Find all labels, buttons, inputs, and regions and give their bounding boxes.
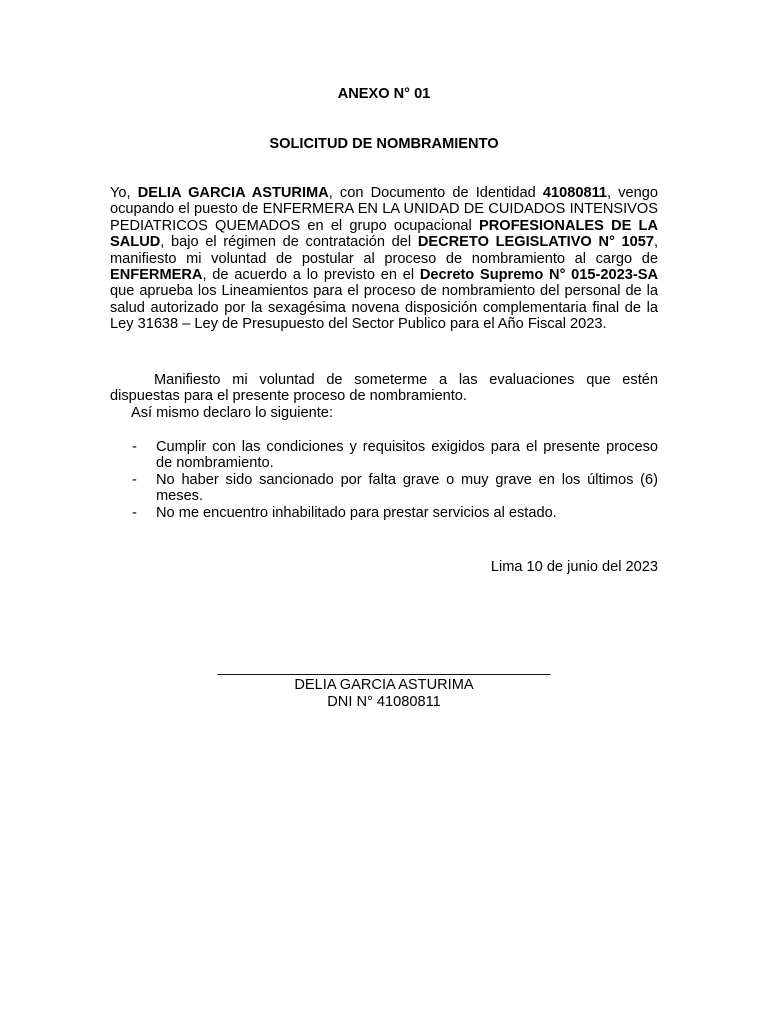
list-item	[110, 505, 658, 521]
dash-bullet: -	[132, 504, 137, 521]
position-title: ENFERMERA	[110, 267, 203, 284]
document-title: SOLICITUD DE NOMBRAMIENTO	[269, 136, 499, 152]
text-run: , de acuerdo a lo previsto en el	[202, 267, 420, 284]
dash-bullet: -	[132, 439, 137, 455]
legislative-decree: DECRETO LEGISLATIVO N° 1057	[417, 234, 654, 251]
text-run: , con Documento de Identidad	[328, 185, 543, 201]
text-run: , manifiesto mi voluntad de postular al proceso de nombramiento al cargo de	[110, 234, 658, 267]
text-run: Yo,	[110, 185, 138, 201]
text-run: que aprueba los Lineamientos para el proceso de nombramiento del personal de la salud autorizado por la sexagésima novena disposición complementaria final de la Ley 31638 – Ley de Presupuesto del Sector Publico para el Año Fiscal 2023.	[110, 283, 658, 333]
id-number: 41080811	[542, 185, 608, 201]
willingness-paragraph: Manifiesto mi voluntad de someterme a las evaluaciones que estén dispuestas para el presente proceso de nombramiento.	[110, 372, 658, 405]
annex-number: ANEXO N° 01	[337, 86, 431, 102]
place-date: Lima 10 de junio del 2023	[490, 559, 658, 575]
declaration-list	[110, 439, 658, 521]
signer-name: DELIA GARCIA ASTURIMA	[294, 677, 474, 693]
dash-bullet: -	[132, 471, 137, 488]
list-item-text: No me encuentro inhabilitado para prestar servicios al estado.	[156, 504, 557, 521]
signature-line: _________________________________________	[217, 660, 551, 676]
declaration-intro: Así mismo declaro lo siguiente:	[131, 405, 333, 421]
text-run: , vengo ocupando el puesto de ENFERMERA EN LA UNIDAD DE CUIDADOS INTENSIVOS PEDIATRICOS QUEMADOS en el grupo ocupacional	[110, 185, 658, 234]
list-item-text: Cumplir con las condiciones y requisitos exigidos para el presente proceso de nombramiento.	[156, 439, 658, 472]
list-item	[110, 439, 658, 472]
signer-dni: DNI N° 41080811	[327, 694, 441, 710]
list-item-text: No haber sido sancionado por falta grave o muy grave en los últimos (6) meses.	[156, 471, 658, 505]
request-paragraph	[110, 185, 658, 333]
applicant-name: DELIA GARCIA ASTURIMA	[137, 185, 329, 201]
list-item	[110, 472, 658, 505]
occupational-group: PROFESIONALES DE LA SALUD	[110, 217, 658, 251]
supreme-decree: Decreto Supremo N° 015-2023-SA	[419, 267, 658, 284]
text-run: , bajo el régimen de contratación del	[160, 234, 418, 251]
